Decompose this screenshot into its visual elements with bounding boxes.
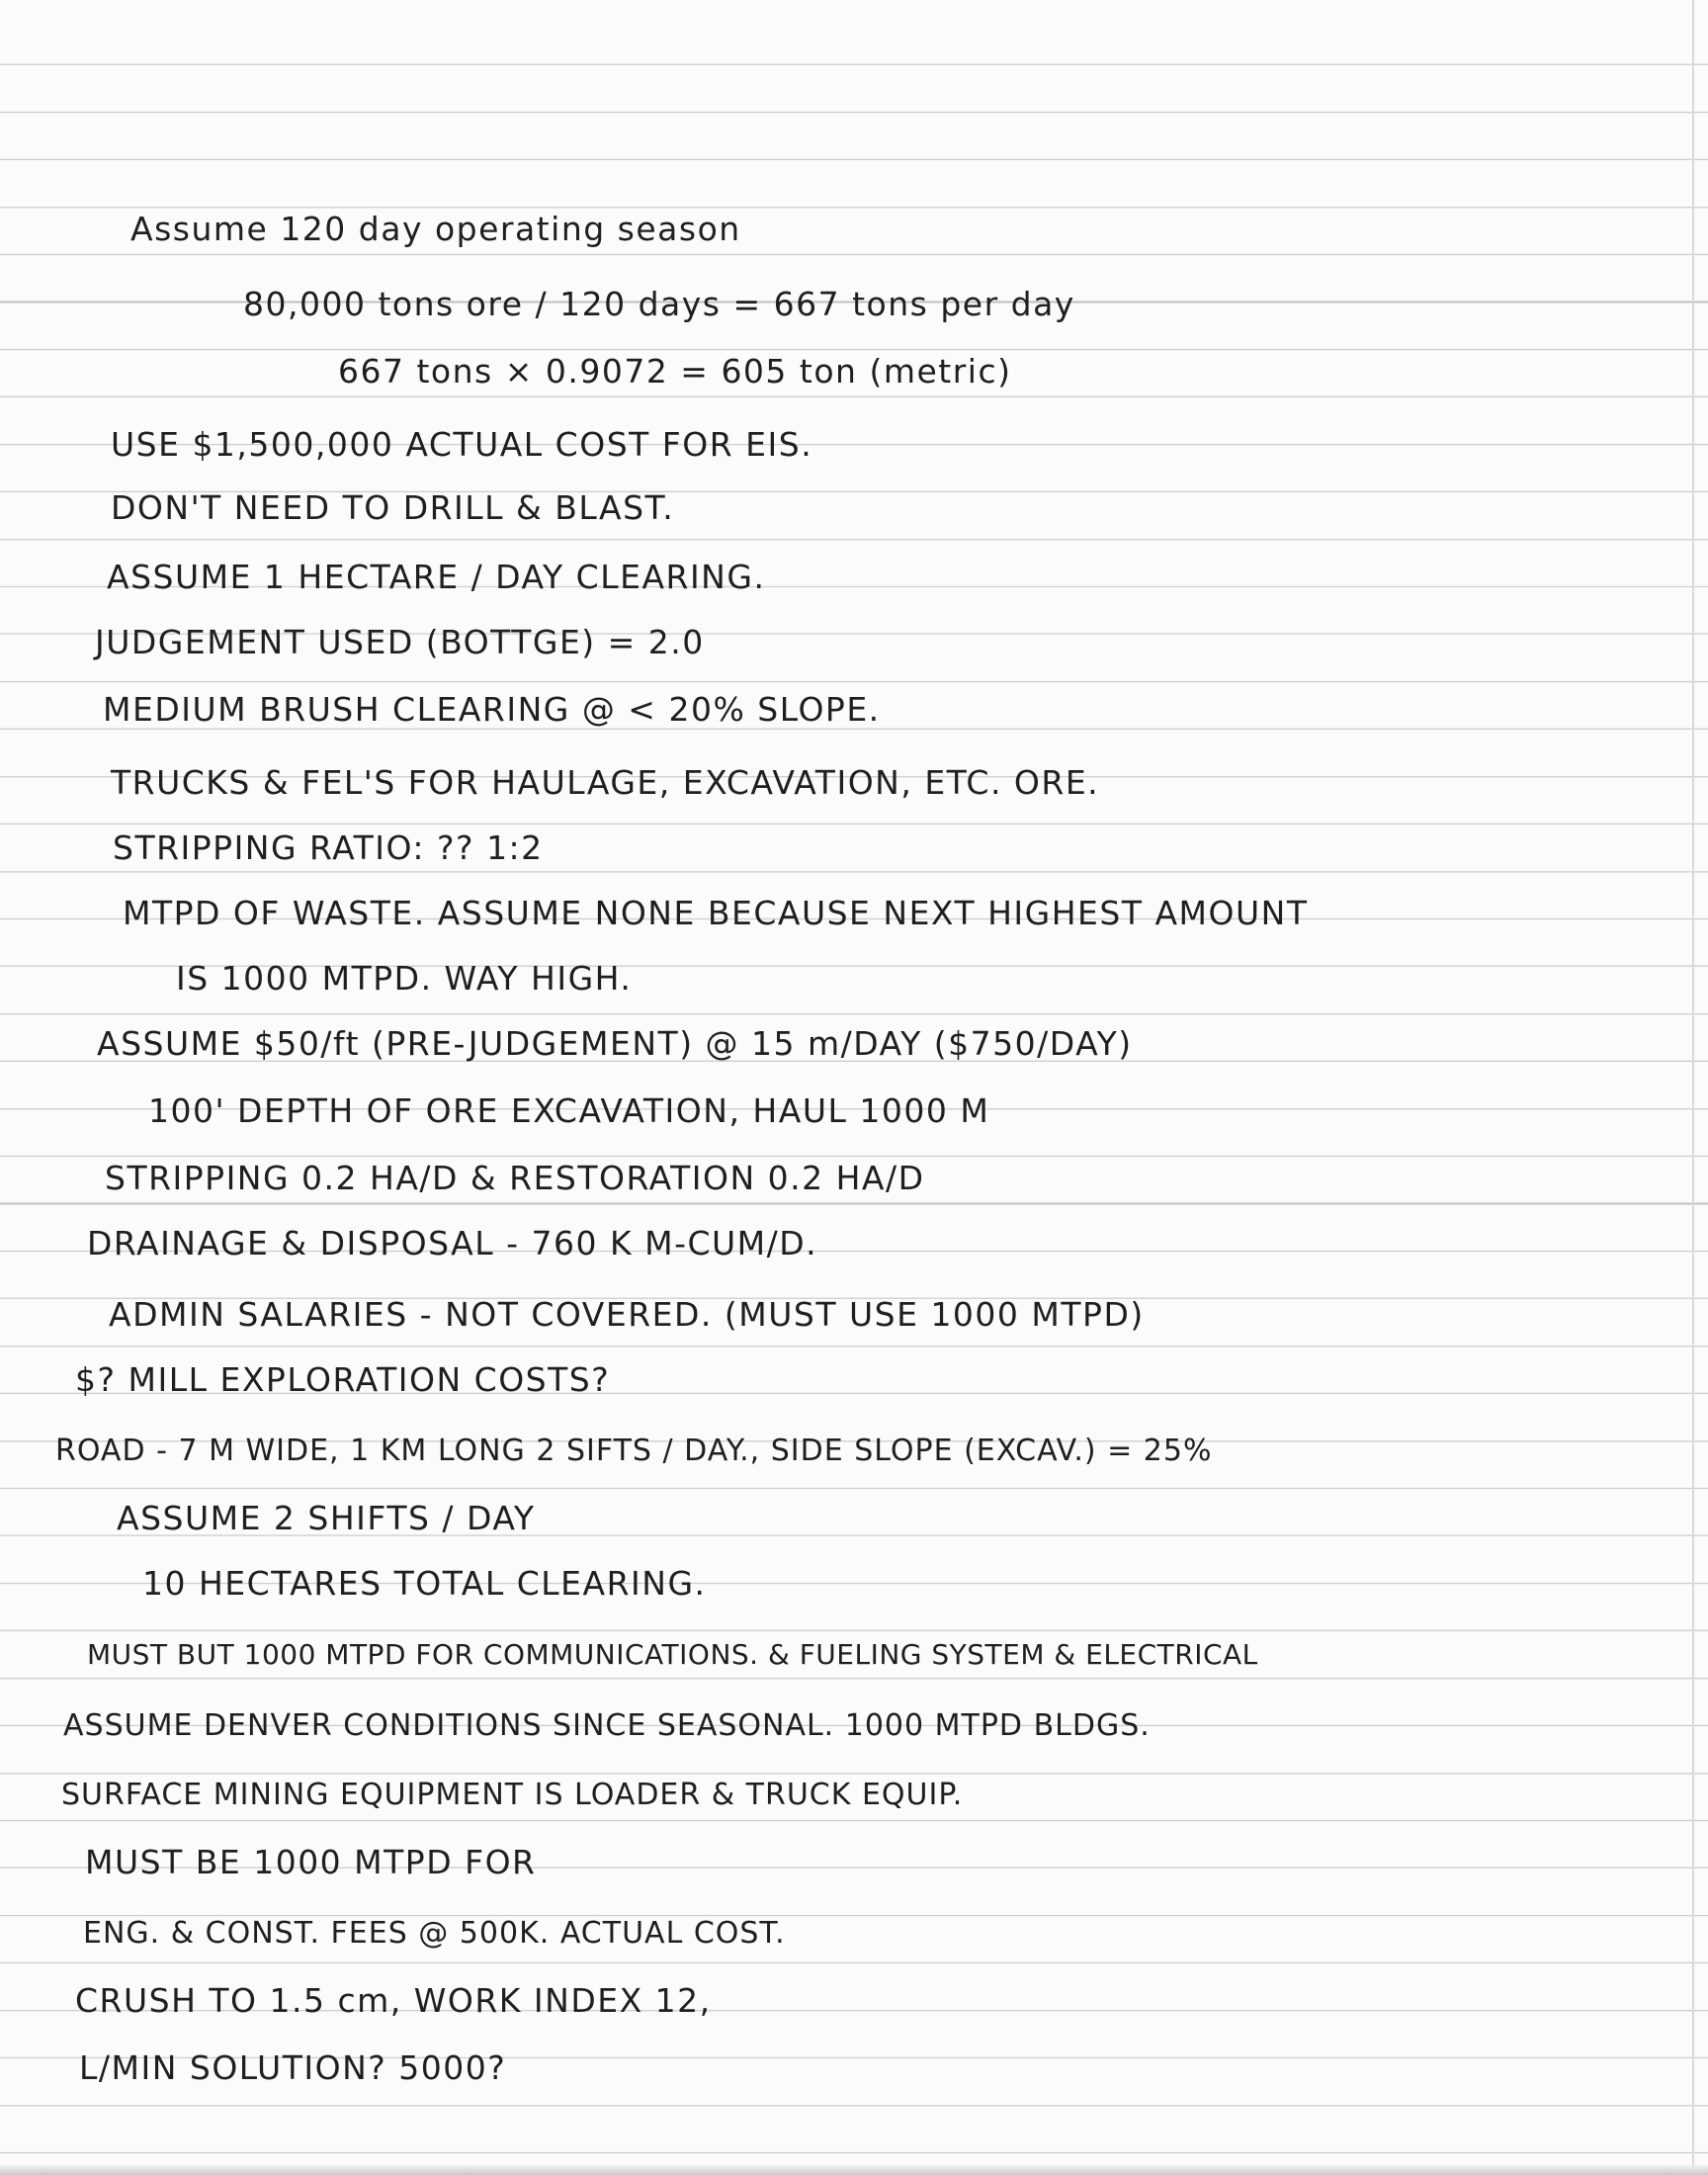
note-line-13: ASSUME $50/ft (PRE-JUDGEMENT) @ 15 m/DAY ($750/DAY) xyxy=(97,1024,1133,1063)
note-line-25: MUST BE 1000 MTPD FOR xyxy=(85,1843,537,1881)
note-line-16: DRAINAGE & DISPOSAL - 760 K M-CUM/D. xyxy=(87,1224,818,1262)
note-line-24: SURFACE MINING EQUIPMENT IS LOADER & TRUCK EQUIP. xyxy=(61,1778,964,1812)
note-line-2: 80,000 tons ore / 120 days = 667 tons per day xyxy=(243,285,1075,323)
note-line-6: ASSUME 1 HECTARE / DAY CLEARING. xyxy=(107,558,766,596)
note-line-28: L/MIN SOLUTION? 5000? xyxy=(79,2048,507,2087)
page-bottom-edge xyxy=(0,2165,1708,2175)
note-line-14: 100' DEPTH OF ORE EXCAVATION, HAUL 1000 M xyxy=(148,1091,990,1130)
note-line-19: ROAD - 7 M WIDE, 1 KM LONG 2 SIFTS / DAY., SIDE SLOPE (EXCAV.) = 25% xyxy=(55,1434,1213,1468)
note-line-4: USE $1,500,000 ACTUAL COST FOR EIS. xyxy=(111,425,813,464)
note-line-23: ASSUME DENVER CONDITIONS SINCE SEASONAL. 1000 MTPD BLDGS. xyxy=(63,1708,1151,1743)
note-line-9: TRUCKS & FEL'S FOR HAULAGE, EXCAVATION, ETC. ORE. xyxy=(111,763,1100,802)
note-line-26: ENG. & CONST. FEES @ 500K. ACTUAL COST. xyxy=(83,1916,786,1951)
page-edge xyxy=(1692,0,1694,2175)
note-line-12: IS 1000 MTPD. WAY HIGH. xyxy=(176,959,633,998)
note-line-8: MEDIUM BRUSH CLEARING @ < 20% SLOPE. xyxy=(103,690,881,729)
note-line-7: JUDGEMENT USED (BOTTGE) = 2.0 xyxy=(95,623,705,661)
note-line-18: $? MILL EXPLORATION COSTS? xyxy=(75,1360,611,1399)
note-line-1: Assume 120 day operating season xyxy=(130,210,741,248)
note-line-10: STRIPPING RATIO: ?? 1:2 xyxy=(113,828,544,867)
note-line-27: CRUSH TO 1.5 cm, WORK INDEX 12, xyxy=(75,1981,712,2020)
note-line-5: DON'T NEED TO DRILL & BLAST. xyxy=(111,488,675,527)
note-line-15: STRIPPING 0.2 HA/D & RESTORATION 0.2 HA/D xyxy=(105,1159,925,1197)
note-line-17: ADMIN SALARIES - NOT COVERED. (MUST USE 1000 MTPD) xyxy=(109,1295,1145,1334)
note-line-3: 667 tons × 0.9072 = 605 ton (metric) xyxy=(338,352,1012,391)
note-line-20: ASSUME 2 SHIFTS / DAY xyxy=(117,1499,536,1537)
note-line-21: 10 HECTARES TOTAL CLEARING. xyxy=(142,1564,707,1603)
note-line-11: MTPD OF WASTE. ASSUME NONE BECAUSE NEXT HIGHEST AMOUNT xyxy=(123,894,1309,932)
note-line-22: MUST BUT 1000 MTPD FOR COMMUNICATIONS. & FUELING SYSTEM & ELECTRICAL xyxy=(87,1638,1258,1671)
